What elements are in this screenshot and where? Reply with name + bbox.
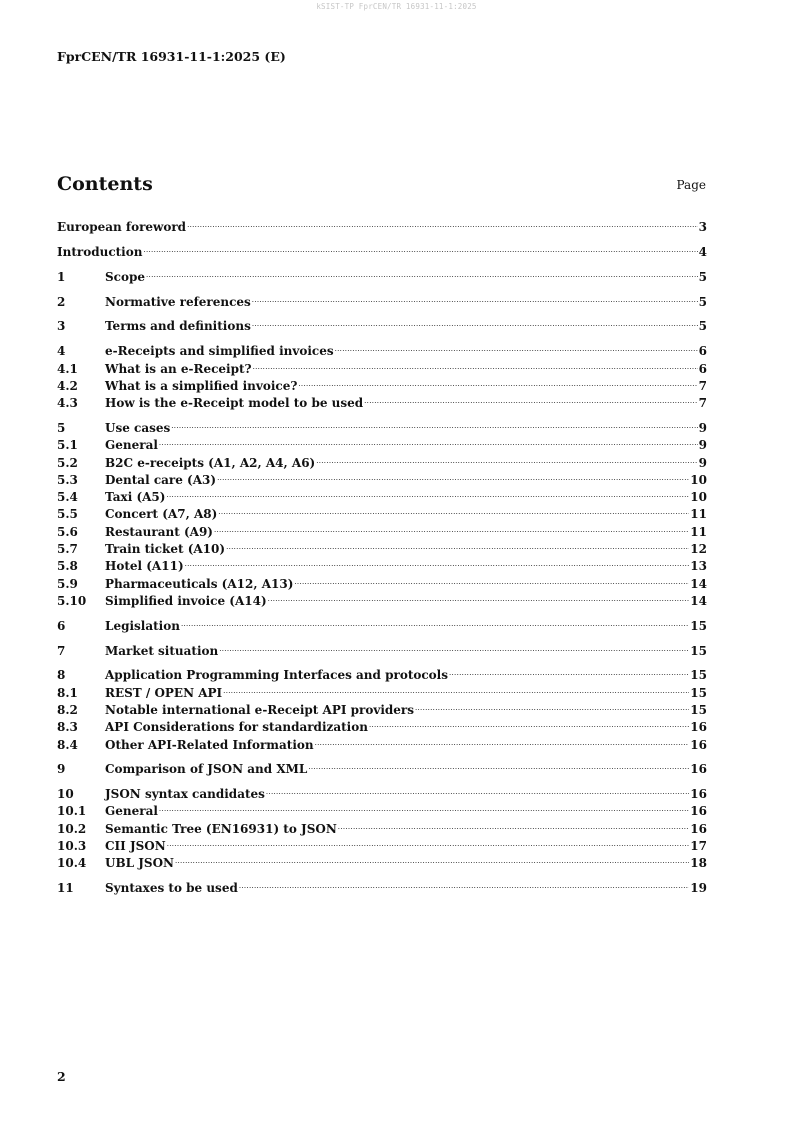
toc-leader-dots <box>265 781 689 798</box>
toc-page-number: 16 <box>690 737 707 752</box>
toc-leader-dots <box>251 313 698 330</box>
toc-entry[interactable] <box>57 875 707 896</box>
toc-leader-dots <box>184 553 690 570</box>
toc-title: Simplified invoice (A14) <box>105 593 267 608</box>
toc-page-number: 7 <box>698 396 707 411</box>
toc-page-number: 9 <box>698 438 707 453</box>
toc-number: 4.1 <box>57 361 78 376</box>
toc-page-number: 6 <box>698 361 707 376</box>
toc-page-number: 12 <box>690 542 707 557</box>
toc-title: UBL JSON <box>105 856 174 871</box>
toc-leader-dots <box>217 501 689 518</box>
toc-page-number: 6 <box>698 344 707 359</box>
watermark: kSIST-TP FprCEN/TR 16931-11-1:2025 <box>316 2 477 11</box>
toc-number: 4.3 <box>57 396 78 411</box>
toc-leader-dots <box>315 449 697 466</box>
toc-number: 5.9 <box>57 576 78 591</box>
toc-page-number: 15 <box>690 685 707 700</box>
toc-entry[interactable] <box>57 781 707 802</box>
toc-number: 8.1 <box>57 685 78 700</box>
toc-title: Normative references <box>105 294 251 309</box>
toc-title: Pharmaceuticals (A12, A13) <box>105 576 294 591</box>
toc-number: 1 <box>57 269 66 284</box>
toc-page-number: 16 <box>690 762 707 777</box>
toc-page-number: 16 <box>690 804 707 819</box>
toc-page-number: 5 <box>698 319 707 334</box>
toc-leader-dots <box>142 239 697 256</box>
toc-title: Notable international e-Receipt API providers <box>105 702 414 717</box>
toc-page-number: 14 <box>690 576 707 591</box>
toc-title: Train ticket (A10) <box>105 542 226 557</box>
toc-leader-dots <box>186 214 698 231</box>
toc-title: Terms and definitions <box>105 319 251 334</box>
toc-leader-dots <box>368 714 689 731</box>
toc-page-number: 17 <box>690 839 707 853</box>
toc-page-number: 10 <box>690 490 707 505</box>
toc-number: 4.2 <box>57 378 78 393</box>
toc-page-number: 10 <box>690 472 707 487</box>
toc-number: 5 <box>57 420 66 435</box>
toc-number: 8.4 <box>57 737 78 752</box>
toc-leader-dots <box>166 833 690 850</box>
toc-number: 10.1 <box>57 804 87 819</box>
toc-number: 5.3 <box>57 472 78 487</box>
toc-leader-dots <box>170 415 697 432</box>
toc-number: 8 <box>57 668 66 683</box>
toc-title: Introduction <box>57 245 143 260</box>
toc-entry[interactable] <box>57 313 707 334</box>
toc-entry[interactable] <box>57 214 707 235</box>
page-number: 2 <box>57 1069 66 1084</box>
toc-page-number: 15 <box>690 643 707 658</box>
toc-title: How is the e-Receipt model to be used <box>105 396 364 411</box>
toc-number: 3 <box>57 319 66 334</box>
toc-page-number: 7 <box>698 378 707 393</box>
toc-number: 10 <box>57 787 74 802</box>
toc-title: Use cases <box>105 420 171 435</box>
toc-entry[interactable] <box>57 239 707 260</box>
toc-leader-dots <box>307 756 689 773</box>
toc-title: General <box>105 804 158 819</box>
toc-leader-dots <box>222 679 689 696</box>
toc-page-number: 11 <box>690 507 707 522</box>
toc-number: 11 <box>57 881 74 896</box>
toc-number: 10.2 <box>57 821 87 836</box>
toc-entry[interactable] <box>57 288 707 309</box>
toc-number: 8.2 <box>57 702 78 717</box>
toc-number: 8.3 <box>57 720 78 735</box>
toc-entry[interactable] <box>57 264 707 284</box>
toc-leader-dots <box>448 662 689 679</box>
toc-page-number: 15 <box>690 618 707 633</box>
toc-title: Dental care (A3) <box>105 472 217 487</box>
toc-title: Application Programming Interfaces and protocols <box>105 668 448 683</box>
toc-page-number: 16 <box>690 821 707 836</box>
toc-title: e-Receipts and simplified invoices <box>105 344 334 359</box>
toc-title: Scope <box>105 269 146 284</box>
toc-title: CII JSON <box>105 839 166 853</box>
toc-leader-dots <box>252 355 698 372</box>
toc-page-number: 4 <box>698 245 707 260</box>
toc-page-number: 9 <box>698 455 707 470</box>
toc-page-number: 3 <box>698 220 707 235</box>
toc-title: REST / OPEN API <box>105 685 223 700</box>
toc-title: API Considerations for standardization <box>105 720 368 735</box>
toc-leader-dots <box>297 373 697 390</box>
toc-number: 2 <box>57 294 66 309</box>
toc-title: General <box>105 438 158 453</box>
toc-page-number: 5 <box>698 269 707 284</box>
toc-leader-dots <box>225 536 689 553</box>
toc-entry[interactable] <box>57 756 707 777</box>
toc-leader-dots <box>314 731 690 748</box>
toc-number: 5.4 <box>57 490 78 505</box>
toc-number: 5.1 <box>57 438 78 453</box>
toc-page-number: 13 <box>690 559 707 574</box>
toc-page-number: 5 <box>698 294 707 309</box>
toc-leader-dots <box>145 264 698 281</box>
toc-leader-dots <box>414 697 689 714</box>
contents-heading: Contents <box>57 173 153 195</box>
toc-title: Legislation <box>105 618 180 633</box>
document-id: FprCEN/TR 16931-11-1:2025 (E) <box>57 49 286 64</box>
toc-title: Concert (A7, A8) <box>105 507 218 522</box>
toc-page-number: 18 <box>690 856 707 871</box>
toc-number: 5.8 <box>57 559 78 574</box>
toc-entry[interactable] <box>57 662 707 683</box>
toc-title: What is an e-Receipt? <box>105 361 252 376</box>
toc-number: 4 <box>57 344 66 359</box>
toc-number: 5.2 <box>57 455 78 470</box>
toc-number: 9 <box>57 762 66 777</box>
toc-leader-dots <box>158 798 689 815</box>
toc-leader-dots <box>337 815 690 832</box>
toc-title: B2C e-receipts (A1, A2, A4, A6) <box>105 455 316 470</box>
toc-number: 10.3 <box>57 839 87 853</box>
toc-leader-dots <box>251 288 698 305</box>
toc-number: 6 <box>57 618 66 633</box>
toc-title: Syntaxes to be used <box>105 881 238 896</box>
toc-title: Semantic Tree (EN16931) to JSON <box>105 821 337 836</box>
toc-leader-dots <box>174 850 689 867</box>
toc-leader-dots <box>165 484 689 501</box>
toc-number: 10.4 <box>57 856 87 871</box>
toc-title: JSON syntax candidates <box>105 787 265 802</box>
toc-leader-dots <box>238 875 689 892</box>
toc-page-number: 14 <box>690 593 707 608</box>
toc-leader-dots <box>334 338 698 355</box>
toc-page-number: 19 <box>690 881 707 896</box>
toc-title: Hotel (A11) <box>105 559 184 574</box>
toc-title: Taxi (A5) <box>105 490 166 505</box>
toc-title: European foreword <box>57 220 187 235</box>
toc-leader-dots <box>216 467 689 484</box>
toc-page-number: 16 <box>690 787 707 802</box>
toc-page-number: 9 <box>698 420 707 435</box>
toc-leader-dots <box>218 637 689 654</box>
page-column-label: Page <box>676 178 706 192</box>
toc-leader-dots <box>363 390 697 407</box>
toc-page-number: 15 <box>690 668 707 683</box>
toc-number: 5.6 <box>57 524 78 539</box>
toc-title: Other API-Related Information <box>105 737 314 752</box>
toc-number: 5.7 <box>57 542 78 557</box>
toc-entry[interactable] <box>57 415 707 435</box>
toc-leader-dots <box>158 432 698 449</box>
toc-title: Market situation <box>105 643 219 658</box>
toc-title: What is a simplified invoice? <box>105 378 298 393</box>
toc-page-number: 16 <box>690 720 707 735</box>
table-of-contents <box>57 214 707 896</box>
toc-leader-dots <box>293 570 689 587</box>
toc-leader-dots <box>213 518 689 535</box>
toc-entry[interactable] <box>57 338 707 359</box>
toc-number: 5.5 <box>57 507 78 522</box>
toc-leader-dots <box>267 588 690 605</box>
toc-number: 7 <box>57 643 66 658</box>
toc-page-number: 11 <box>690 524 707 539</box>
toc-title: Comparison of JSON and XML <box>105 762 308 777</box>
toc-entry[interactable] <box>57 612 707 633</box>
toc-title: Restaurant (A9) <box>105 524 213 539</box>
toc-entry[interactable] <box>57 637 707 658</box>
toc-number: 5.10 <box>57 593 87 608</box>
toc-page-number: 15 <box>690 702 707 717</box>
toc-leader-dots <box>180 612 689 629</box>
